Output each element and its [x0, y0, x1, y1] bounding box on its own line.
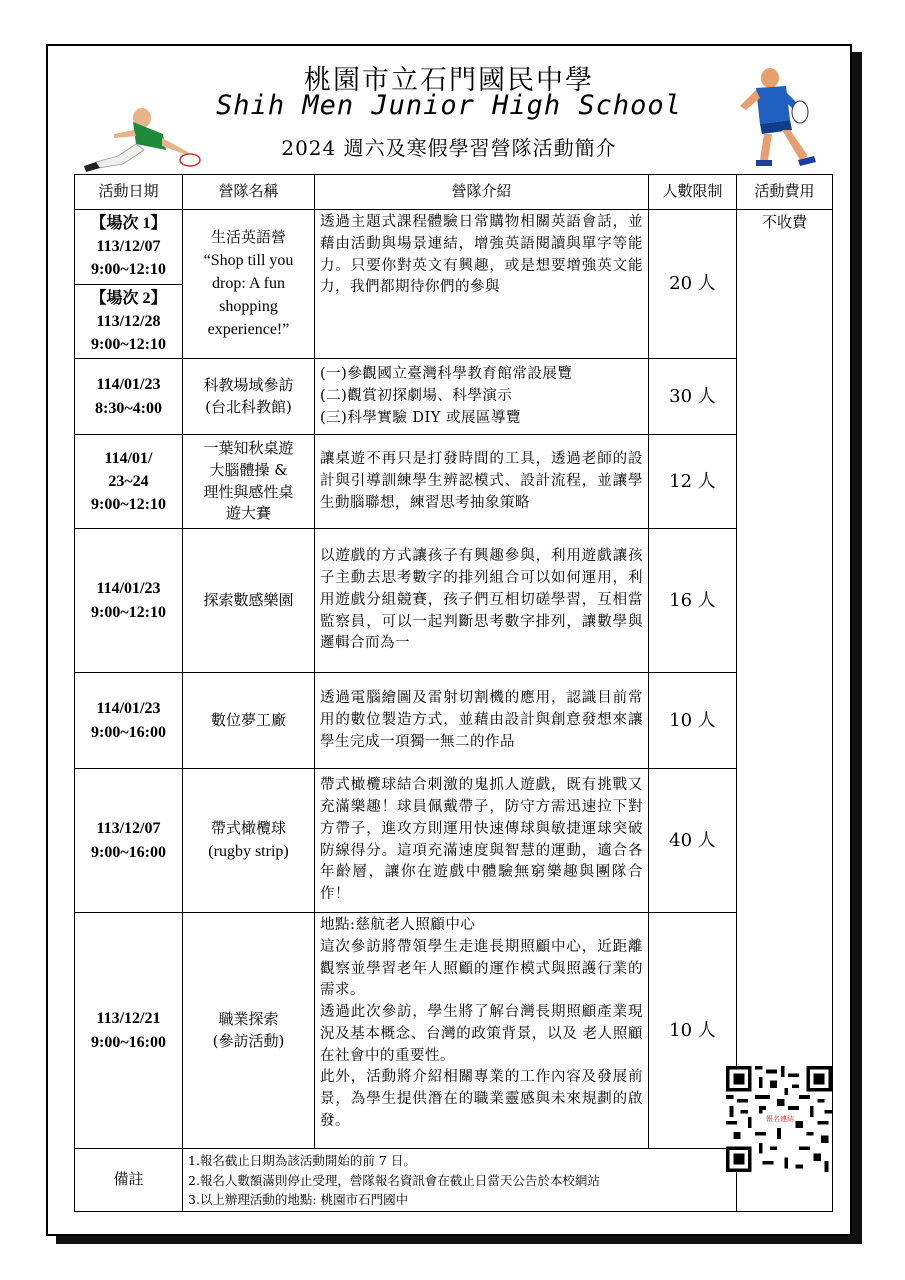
- date-cell: [75, 673, 183, 769]
- table-header-row: [75, 175, 833, 210]
- school-title-en: Shih Men Junior High School: [216, 90, 682, 121]
- date-line: 113/12/07: [96, 820, 161, 838]
- col-header-intro: 營隊介紹: [315, 175, 649, 210]
- notes-cell: [183, 1149, 737, 1212]
- table-row: [75, 529, 833, 673]
- camp-name-line: shopping: [219, 297, 278, 315]
- session-2-cell: [75, 284, 183, 359]
- session-date: 113/12/28: [96, 312, 161, 330]
- camp-name-line: (參訪活動): [212, 1031, 285, 1050]
- notes-row: [75, 1149, 833, 1212]
- date-cell: [75, 529, 183, 673]
- note-line: 2.報名人數額滿則停止受理，營隊報名資訊會在截止日當天公告於本校網站: [188, 1172, 600, 1188]
- session-date: 113/12/07: [96, 238, 161, 256]
- camp-name-cell: [183, 359, 315, 435]
- camp-intro-cell: 透過主題式課程體驗日常購物相關英語會話，並藉由活動與場景連結，增強英語閱讀與單字等能力。只要你對英文有興趣，或是想要增強英文能力，我們都期待你們的參與: [315, 210, 649, 359]
- session-1-cell: [75, 210, 183, 285]
- header: [48, 46, 850, 176]
- time-line: 9:00~16:00: [91, 843, 166, 861]
- time-line: 9:00~12:10: [91, 603, 166, 621]
- camp-name-line: (rugby strip): [208, 842, 289, 860]
- date-cell: [75, 359, 183, 435]
- camp-name-line: “Shop till you: [203, 251, 294, 269]
- camp-name-cell: [183, 435, 315, 529]
- intro-line: (二)觀賞初探劇場、科學演示: [320, 387, 513, 404]
- col-header-date: 活動日期: [75, 175, 183, 210]
- session-label: 【場次 1】: [90, 215, 167, 232]
- intro-line: 地點:慈航老人照顧中心: [320, 917, 476, 934]
- session-time: 9:00~12:10: [91, 261, 166, 279]
- table-row: [75, 913, 833, 1149]
- col-header-name: 營隊名稱: [183, 175, 315, 210]
- camp-name-line: 科教場域參訪: [203, 375, 294, 394]
- flyer-subtitle: 2024 週六及寒假學習營隊活動簡介: [281, 136, 617, 160]
- camp-intro-cell: 帶式橄欖球結合刺激的鬼抓人遊戲，既有挑戰又充滿樂趣！球員佩戴帶子，防守方需迅速拉下對方帶子，進攻方則運用快速傳球與敏捷運球突破防線得分。這項充滿速度與智慧的運動，適合各年齡層，讓你在遊戲中體驗無窮樂趣與團隊合作！: [315, 769, 649, 913]
- camp-name-cell: 數位夢工廠: [183, 673, 315, 769]
- note-line: 3.以上辦理活動的地點: 桃園市石門國中: [188, 1191, 409, 1207]
- fee-cell: 不收費: [737, 210, 833, 1212]
- table-row: [75, 359, 833, 435]
- table-row: [75, 769, 833, 913]
- date-cell: [75, 913, 183, 1149]
- limit-cell: 40 人: [649, 769, 737, 913]
- limit-cell: 20 人: [649, 210, 737, 359]
- camp-name-line: 一葉知秋桌遊: [203, 439, 294, 458]
- camp-intro-cell: [315, 913, 649, 1149]
- date-line: 113/12/21: [96, 1010, 161, 1028]
- limit-cell: 30 人: [649, 359, 737, 435]
- date-line: 114/01/23: [96, 376, 161, 394]
- session-label: 【場次 2】: [90, 289, 167, 307]
- qr-label: 報名連結: [766, 1115, 794, 1123]
- camp-name-line: experience!”: [207, 321, 290, 339]
- note-line: 1.報名截止日期為該活動開始的前 7 日。: [188, 1153, 416, 1169]
- limit-cell: 12 人: [649, 435, 737, 529]
- table-row: [75, 210, 833, 285]
- flyer-frame: [46, 44, 852, 1236]
- time-line: 9:00~12:10: [91, 496, 166, 514]
- camp-name-line: 職業探索: [218, 1009, 279, 1028]
- date-cell: [75, 769, 183, 913]
- table-row: [75, 435, 833, 529]
- table-row: [75, 673, 833, 769]
- intro-line: (三)科學實驗 DIY 或展區導覽: [320, 409, 521, 426]
- date-line: 114/01/23: [96, 580, 161, 598]
- camp-name-line: drop: A fun: [212, 274, 285, 292]
- camp-name-cell: [183, 210, 315, 359]
- camp-name-line: 生活英語營: [210, 227, 286, 246]
- col-header-limit: 人數限制: [649, 175, 737, 210]
- camp-intro-cell: 以遊戲的方式讓孩子有興趣參與，利用遊戲讓孩子主動去思考數字的排列組合可以如何運用，利用遊戲分組競賽，孩子們互相切磋學習，互相當監察員，可以一起判斷思考數字排列，讓數學與邏輯合而為一: [315, 529, 649, 673]
- camp-name-line: 遊大賽: [225, 504, 271, 523]
- date-line: 114/01/23: [96, 700, 161, 718]
- camp-name-cell: [183, 769, 315, 913]
- rugby-player-right-icon: [734, 66, 830, 174]
- intro-line: 此外，活動將介紹相關專業的工作內容及發展前景，為學生提供潛在的職業靈感與未來規劃的啟發。: [320, 1069, 643, 1129]
- school-title-zh: 桃園市立石門國民中學: [304, 65, 594, 96]
- intro-line: (一)參觀國立臺灣科學教育館常設展覽: [320, 366, 573, 382]
- camp-intro-cell: 讓桌遊不再只是打發時間的工具，透過老師的設計與引導訓練學生辨認模式、設計流程，並讓學生動腦聯想，練習思考抽象策略: [315, 435, 649, 529]
- session-time: 9:00~12:10: [91, 335, 166, 353]
- intro-line: 透過此次參訪，學生將了解台灣長期照顧產業現況及基本概念、台灣的政策背景，以及 老人照顧在社會中的重要性。: [320, 1004, 643, 1064]
- camp-intro-cell: [315, 359, 649, 435]
- date-cell: [75, 435, 183, 529]
- date-line: 23~24: [108, 473, 149, 491]
- camp-table: [74, 174, 833, 1212]
- camp-intro-cell: 透過電腦繪圖及雷射切割機的應用，認識目前常用的數位製造方式，並藉由設計與創意發想來讓學生完成一項獨一無二的作品: [315, 673, 649, 769]
- limit-cell: 16 人: [649, 529, 737, 673]
- intro-line: 這次參訪將帶領學生走進長期照顧中心，近距離觀察並學習老年人照顧的運作模式與照護行業的需求。: [320, 938, 643, 999]
- camp-name-line: 理性與感性桌: [203, 482, 294, 501]
- time-line: 8:30~4:00: [95, 399, 162, 417]
- time-line: 9:00~16:00: [91, 723, 166, 741]
- camp-name-cell: 探索數感樂園: [183, 529, 315, 673]
- camp-name-line: 大腦體操 &: [209, 460, 288, 479]
- date-line: 114/01/: [104, 449, 153, 467]
- limit-cell: 10 人: [649, 673, 737, 769]
- camp-name-line: 帶式橄欖球: [210, 819, 286, 838]
- camp-name-cell: [183, 913, 315, 1149]
- limit-cell: 10 人: [649, 913, 737, 1149]
- time-line: 9:00~16:00: [91, 1033, 166, 1051]
- camp-name-line: (台北科教館): [205, 397, 292, 416]
- col-header-fee: 活動費用: [737, 175, 833, 210]
- notes-label: 備註: [75, 1149, 183, 1212]
